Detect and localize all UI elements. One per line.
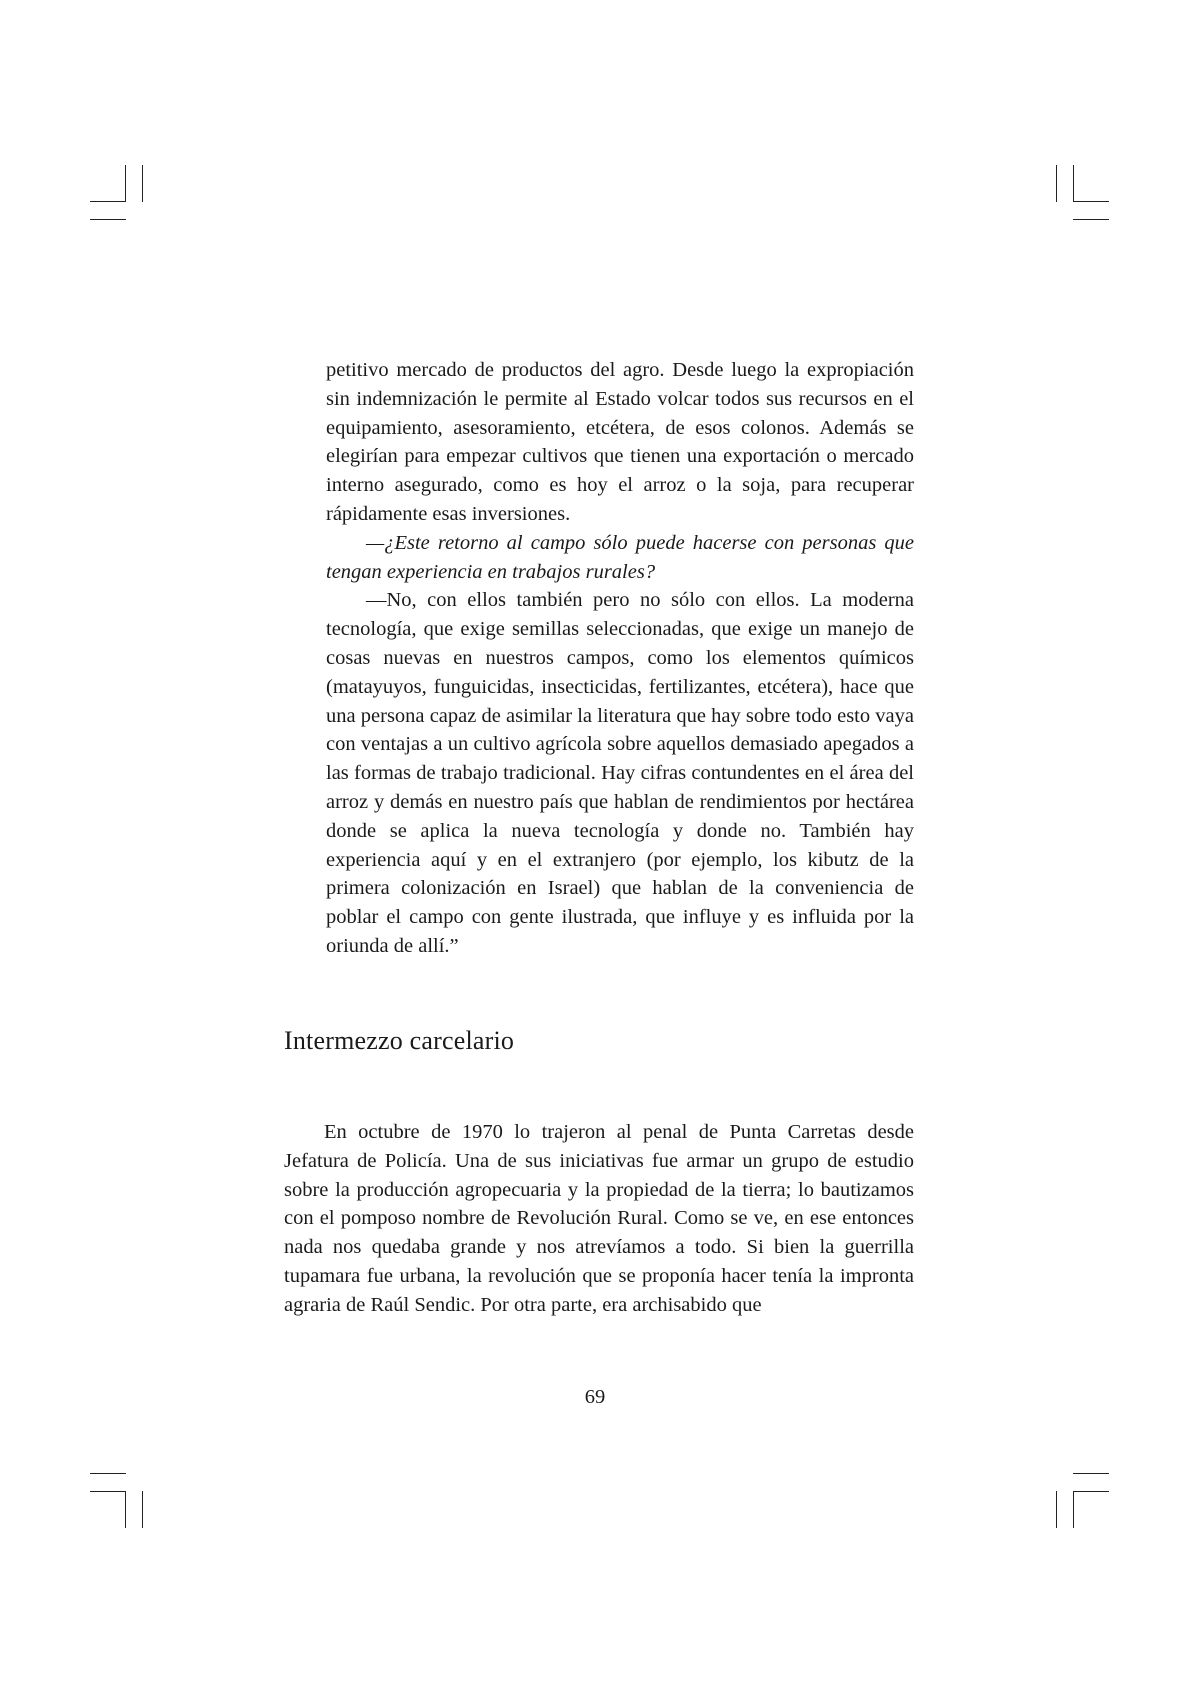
- crop-mark-bottom-right-h1: [1073, 1473, 1109, 1474]
- crop-mark-top-right-h1: [1073, 201, 1109, 202]
- crop-mark-bottom-right-v2: [1073, 1491, 1074, 1528]
- section-paragraph: En octubre de 1970 lo trajeron al penal de Punta Carretas desde Jefatura de Policía. Una de sus iniciativas fue armar un grupo de estudio sobre la producción agropecuaria y la propiedad de la tierra; lo bautizamos con el pomposo nombre de Revolución Rural. Como se ve, en ese entonces nada nos quedaba grande y nos atrevíamos a todo. Si bien la guerrilla tupamara fue urbana, la revolución que se proponía hacer tenía la impronta agraria de Raúl Sendic. Por otra parte, era archisabido que: [284, 1121, 914, 1316]
- crop-mark-top-left-v2: [142, 165, 143, 202]
- crop-mark-top-right-v1: [1056, 165, 1057, 202]
- crop-mark-top-left-v1: [125, 165, 126, 202]
- crop-mark-top-right-h2: [1073, 219, 1109, 220]
- interview-question: —¿Este retorno al campo sólo puede hacerse con personas que tengan experiencia en trabajos rurales?: [326, 531, 914, 583]
- crop-mark-bottom-right-h2: [1073, 1491, 1109, 1492]
- crop-mark-bottom-left-h1: [90, 1473, 126, 1474]
- crop-mark-top-left-h1: [90, 201, 126, 202]
- section-text-block: [284, 1118, 914, 1320]
- interview-answer: —No, con ellos también pero no sólo con ellos. La moderna tecnología, que exige semillas seleccionadas, que exige un manejo de cosas nuevas en nuestros campos, como los elementos químicos (matayuyos, funguicidas, insecticidas, fertilizantes, etcétera), hace que una persona capaz de asimilar la literatura que hay sobre todo esto vaya con ventajas a un cultivo agrícola sobre aquellos demasiado apegados a las formas de trabajo tradicional. Hay cifras contundentes en el área del arroz y demás en nuestro país que hablan de rendimientos por hectárea donde se aplica la nueva tecnología y donde no. También hay experiencia aquí y en el extranjero (por ejemplo, los kibutz de la primera colonización en Israel) que hablan de la conveniencia de poblar el campo con gente ilustrada, que influye y es influida por la oriunda de allí.”: [326, 589, 914, 957]
- crop-mark-top-left-h2: [90, 219, 126, 220]
- continuation-paragraph: petitivo mercado de productos del agro. Desde luego la expropiación sin indemnización le permite al Estado volcar todos sus recursos en el equipamiento, asesoramiento, etcétera, de esos colonos. Además se elegirían para empezar cultivos que tienen una exportación o mercado interno asegurado, como es hoy el arroz o la soja, para recuperar rápidamente esas inversiones.: [326, 359, 914, 525]
- crop-mark-top-right-v2: [1073, 165, 1074, 202]
- section-heading: Intermezzo carcelario: [284, 1026, 515, 1055]
- crop-mark-bottom-left-v1: [125, 1491, 126, 1528]
- crop-mark-bottom-left-v2: [142, 1491, 143, 1528]
- page-number: 69: [584, 1386, 606, 1408]
- crop-mark-bottom-left-h2: [90, 1491, 126, 1492]
- interview-text-block: [326, 356, 914, 961]
- crop-mark-bottom-right-v1: [1056, 1491, 1057, 1528]
